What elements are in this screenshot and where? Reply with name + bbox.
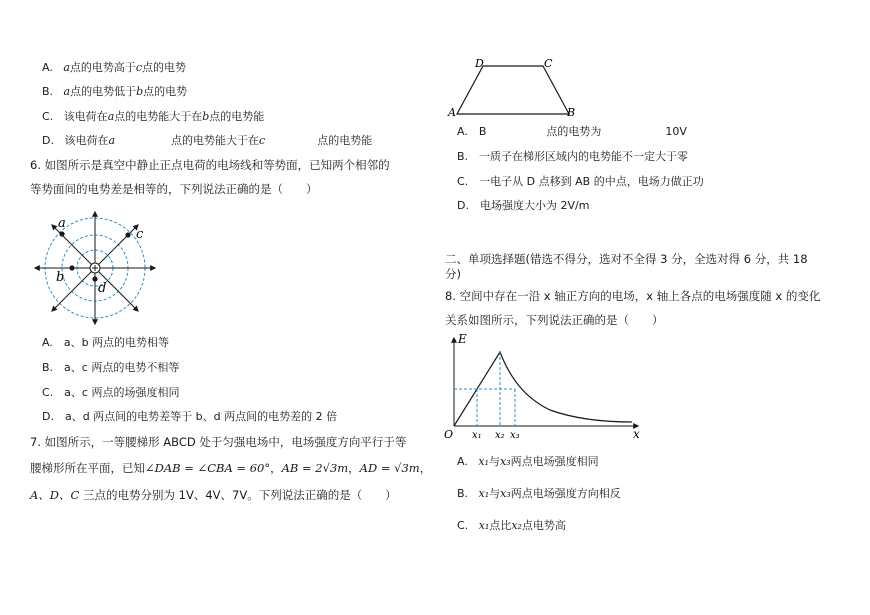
q8-stem-line1: 8. 空间中存在一沿 x 轴正方向的电场，x 轴上各点的电场强度随 x 的变化 [445,289,821,303]
q5-option-a: A. a点的电势高于c点的电势 [42,61,187,74]
origin-label: O [444,428,454,441]
q7-ad-length: AD = √3m [359,461,420,475]
e-x-graph [440,330,650,445]
label-a: a [58,216,66,231]
tick-x3: x₃ [510,430,520,441]
q7-stem-line3: A、D、C 三点的电势分别为 1V、4V、7V。下列说法正确的是（ ） [30,488,397,502]
tick-x1: x₁ [472,430,482,441]
point-charge-figure [30,208,160,328]
q5-option-b: B. a点的电势低于b点的电势 [42,85,188,98]
section-2-heading-line1: 二、单项选择题(错选不得分，选对不全得 3 分，全选对得 6 分，共 18 [445,252,808,266]
q5-option-d: D. 该电荷在a 点的电势能大于在c 点的电势能 [42,134,373,147]
q6-stem-line2: 等势面间的电势差是相等的，下列说法正确的是（ ） [30,182,318,196]
q7-option-b: B. 一质子在梯形区域内的电势能不一定大于零 [457,150,689,163]
q6-stem-line1: 6. 如图所示是真空中静止正点电荷的电场线和等势面，已知两个相邻的 [30,158,390,172]
q7-stem-line2: 腰梯形所在平面，已知∠DAB = ∠CBA = 60°，AB = 2√3m，AD = √3m， [30,461,432,475]
vertex-b: B [567,106,576,119]
q8-option-c: C. x₁点比x₂点电势高 [457,519,566,532]
q8-option-b: B. x₁与x₃两点电场强度方向相反 [457,487,621,500]
q6-option-c: C. a、c 两点的场强度相同 [42,386,180,399]
q8-option-a: A. x₁与x₃两点电场强度相同 [457,455,599,468]
tick-x2: x₂ [495,430,505,441]
q7-option-a: A. B 点的电势为 10V [457,125,687,138]
label-c: c [136,227,144,242]
vertex-a: A [448,106,456,119]
q7-stem-line1: 7. 如图所示，一等腰梯形 ABCD 处于匀强电场中，电场强度方向平行于等 [30,435,407,449]
label-d: d [98,281,107,296]
q6-option-b: B. a、c 两点的电势不相等 [42,361,180,374]
q6-option-d: D. a、d 两点间的电势差等于 b、d 两点间的电势差的 2 倍 [42,410,338,423]
q7-angle-condition: ∠DAB = ∠CBA = 60° [145,461,271,475]
q6-option-a: A. a、b 两点的电势相等 [42,336,170,349]
section-2-heading-line2: 分) [445,267,461,281]
vertex-c: C [544,57,553,70]
q8-stem-line2: 关系如图所示，下列说法正确的是（ ） [445,313,664,327]
axis-x-label: x [633,427,640,441]
q7-option-c: C. 一电子从 D 点移到 AB 的中点，电场力做正功 [457,175,704,188]
q5-option-c: C. 该电荷在a点的电势能大于在b点的电势能 [42,110,265,123]
axis-e-label: E [458,332,467,346]
vertex-d: D [475,57,484,70]
label-b: b [56,270,65,285]
q7-option-d: D. 电场强度大小为 2V/m [457,199,590,212]
q7-ab-length: AB = 2√3m [281,461,349,475]
trapezoid-figure [445,55,585,120]
